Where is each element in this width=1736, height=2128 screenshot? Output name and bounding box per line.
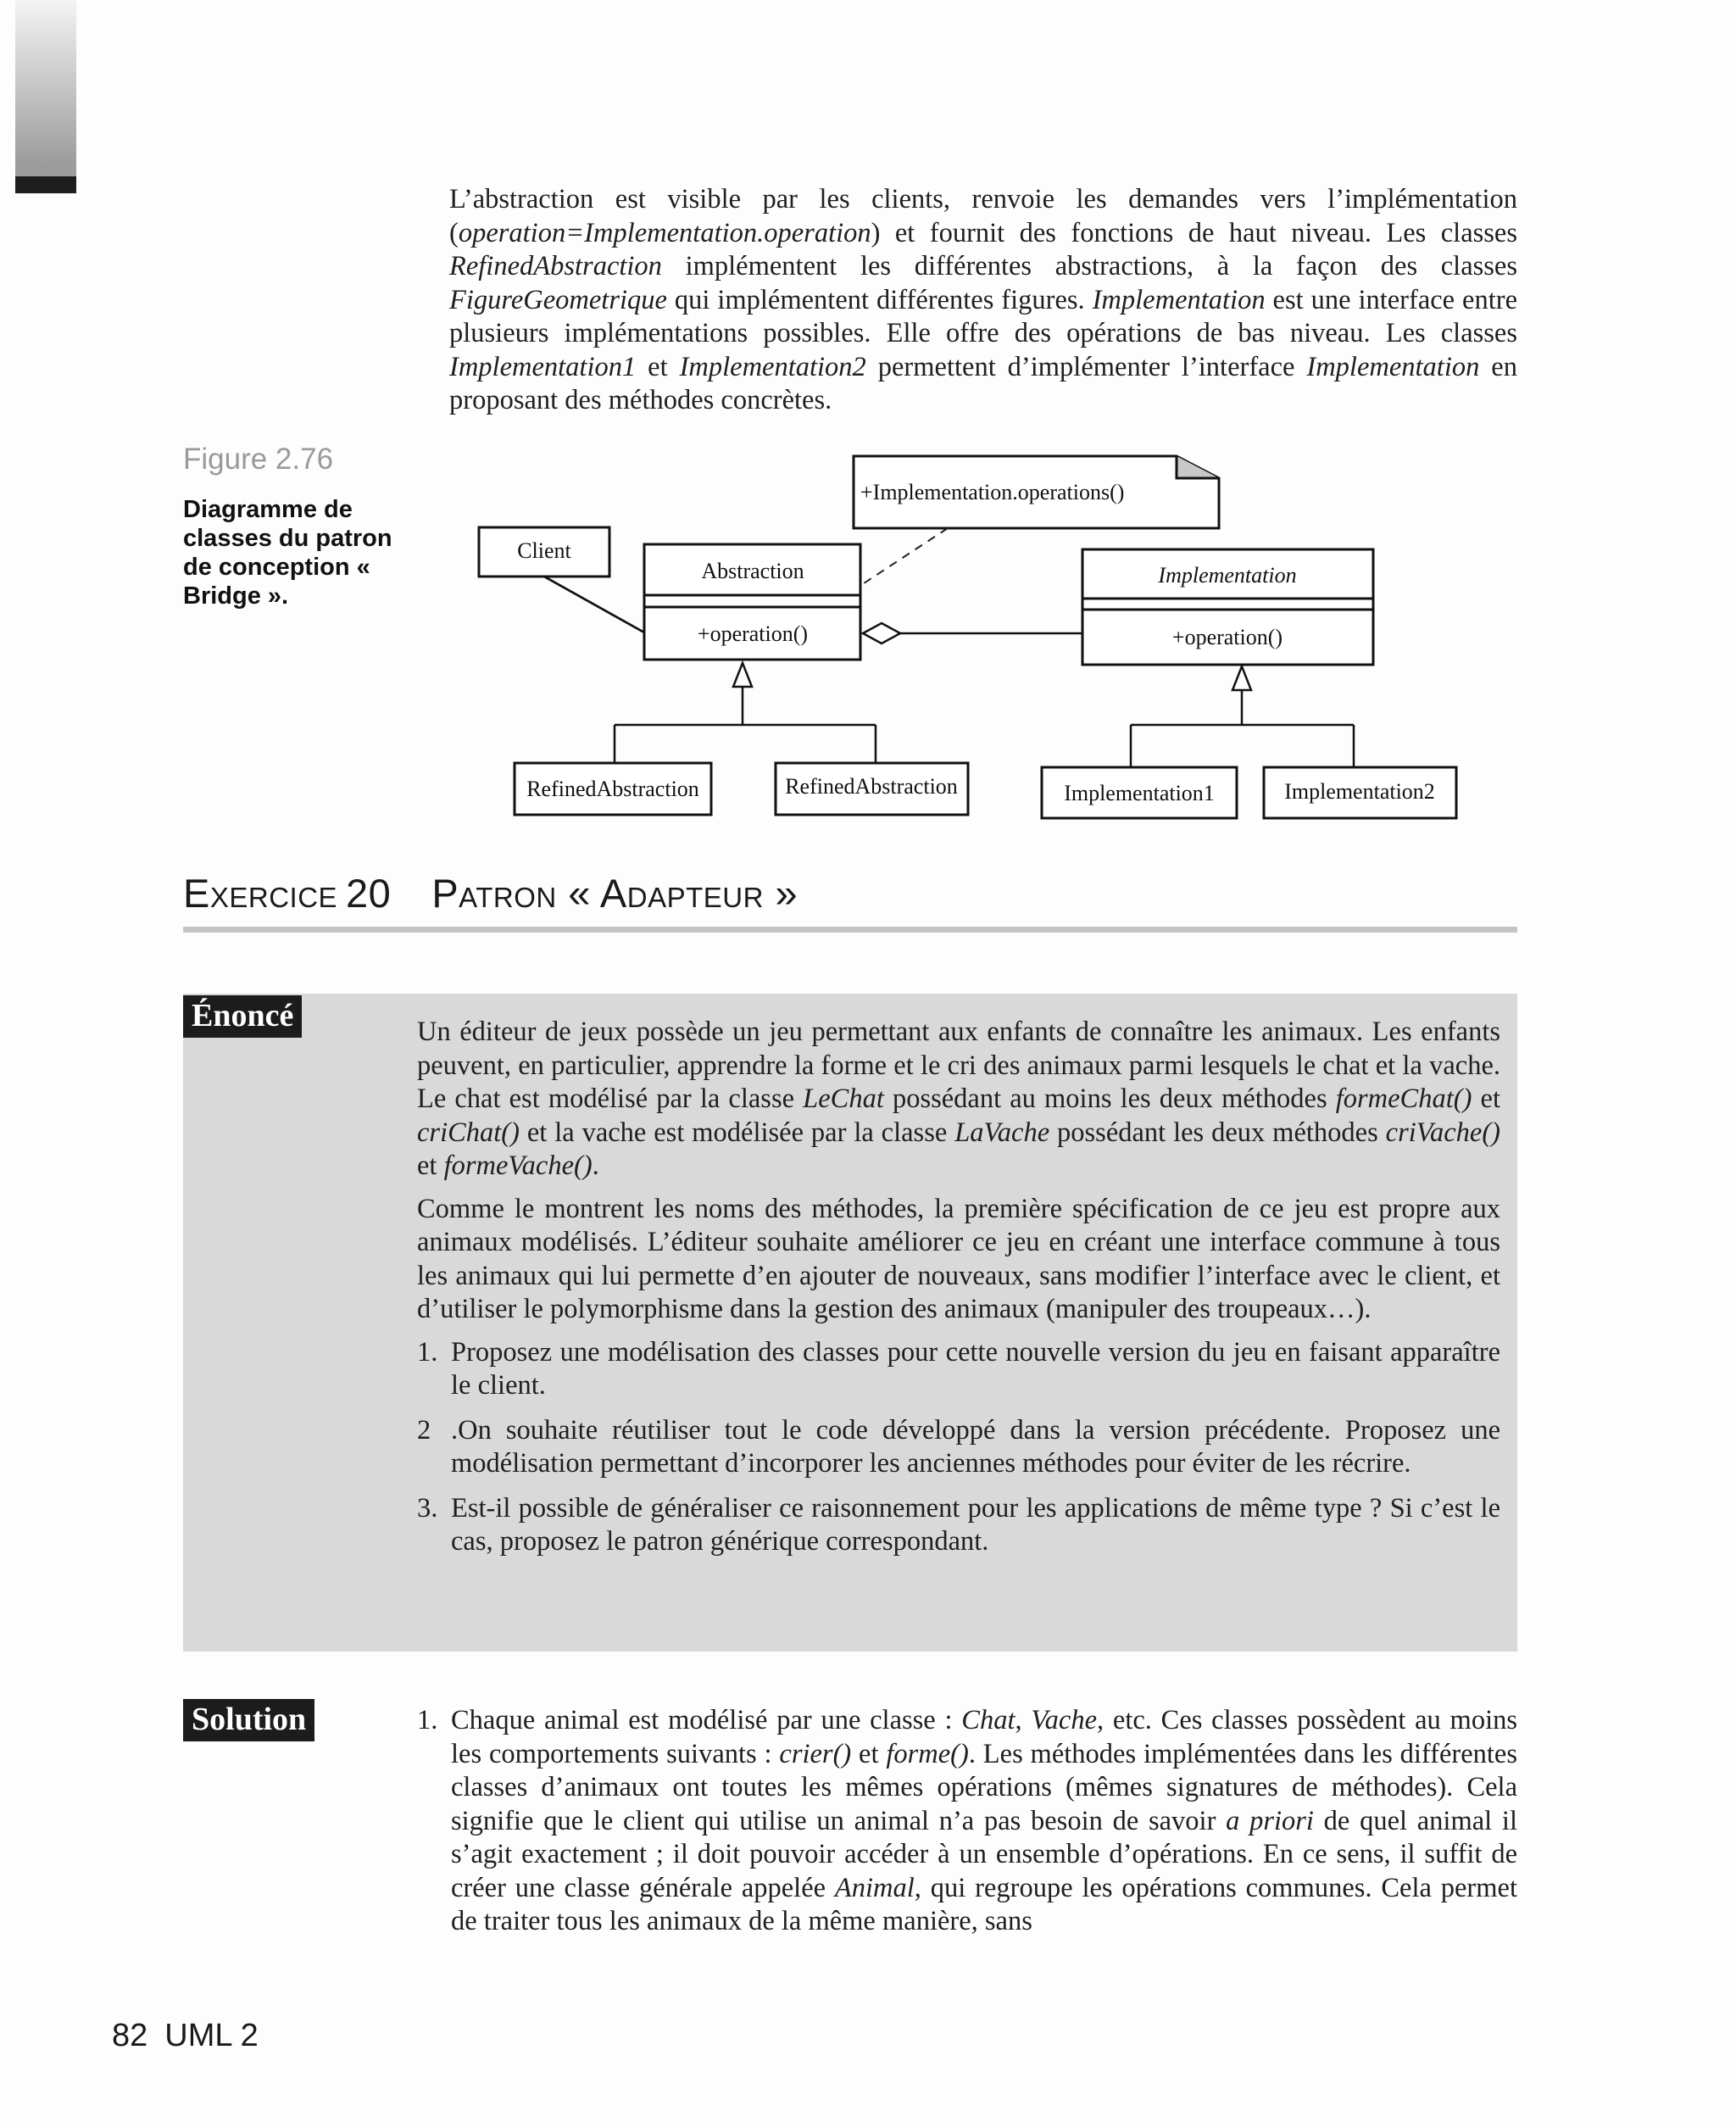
solution-text xyxy=(451,1705,1517,1936)
question-text: Proposez une modélisation des classes pour cette nouvelle version du jeu en faisant apparaître le client. xyxy=(451,1336,1500,1401)
page-tab-bar xyxy=(15,176,76,193)
italic-run: LaVache xyxy=(954,1117,1050,1148)
text-run: Comme le montrent les noms des méthodes, la première spécification de ce jeu est propre aux animaux modélisés. L’éditeur souhaite améliorer ce jeu en créant une interface commune à tous les animaux qui lui permette d’en ajouter de nouveaux, sans modifier l’interface avec le client, et d’utiliser le polymorphisme dans la gestion des animaux (manipuler des troupeaux…). xyxy=(417,1193,1500,1324)
question-number: 2 xyxy=(417,1414,431,1446)
text-run: L’abstraction est visible par les clients, renvoie les demandes vers l’implémentation ( xyxy=(449,184,1517,248)
abstraction-name: Abstraction xyxy=(701,559,804,583)
enonce-label: Énoncé xyxy=(183,995,302,1038)
client-association-2 xyxy=(544,577,644,632)
exercise-title xyxy=(183,870,1517,916)
exercise-header xyxy=(183,870,1517,933)
question-number: 3. xyxy=(417,1492,438,1524)
text-run: , qui regroupe les opérations communes. Cela permet de traiter tous les animaux de la même manière, sans xyxy=(451,1872,1517,1936)
question-list xyxy=(417,1336,1500,1559)
text-run: , xyxy=(1015,1705,1032,1735)
question-item xyxy=(417,1336,1500,1403)
text-run: possédant au moins les deux méthodes xyxy=(883,1083,1336,1114)
intro-paragraph xyxy=(449,183,1517,418)
enonce-body xyxy=(417,1016,1500,1570)
text-run: qui implémentent différentes figures. xyxy=(666,284,1093,315)
abstraction-generalization-arrow xyxy=(733,663,752,687)
italic-run: LeChat xyxy=(803,1083,884,1114)
text-run: en proposant des méthodes concrètes. xyxy=(449,351,1517,415)
implementation-operation: +operation() xyxy=(1171,625,1283,649)
text-run: . Les méthodes implémentées dans les différentes classes d’animaux ont toutes les mêmes opérations (mêmes signatures de méthodes). Cela signifie que le client qui utilise un animal n’a pas besoin de savoir xyxy=(451,1738,1518,1836)
italic-run: Implementation xyxy=(1306,351,1480,382)
italic-run: Chat xyxy=(961,1705,1015,1735)
figure-caption xyxy=(183,443,403,610)
bridge-class-diagram xyxy=(458,441,1475,831)
exercise-name: Patron « Adapteur » xyxy=(431,871,798,916)
page-footer xyxy=(112,2018,259,2054)
italic-run: Implementation2 xyxy=(679,351,866,382)
italic-run: FigureGeometrique xyxy=(449,284,667,315)
italic-run: Animal xyxy=(834,1872,915,1903)
exercise-rule xyxy=(183,927,1517,933)
question-item xyxy=(417,1492,1500,1559)
abstraction-operation: +operation() xyxy=(697,621,809,646)
text-run: permettent d’implémenter l’interface xyxy=(865,351,1307,382)
solution-label: Solution xyxy=(183,1699,314,1741)
figure-title: Diagramme de classes du patron de conception « Bridge ». xyxy=(183,496,392,610)
question-item xyxy=(417,1414,1500,1481)
solution-body xyxy=(417,1704,1517,1939)
exercise-label: Exercice xyxy=(183,871,338,916)
italic-run: Implementation xyxy=(1092,284,1266,315)
page-number: 82 xyxy=(112,2018,148,2053)
solution-number: 1. xyxy=(417,1705,438,1735)
italic-run: criChat() xyxy=(417,1117,520,1148)
intro-text xyxy=(449,183,1517,418)
page-tab-marker xyxy=(15,0,76,193)
italic-run: crier() xyxy=(779,1738,852,1769)
note-anchor-line xyxy=(861,528,948,585)
client-label: Client xyxy=(517,538,571,563)
implementation-name: Implementation xyxy=(1158,563,1297,588)
text-run: et xyxy=(417,1150,444,1181)
text-run: Chaque animal est modélisé par une classe : xyxy=(451,1705,962,1735)
text-run: et xyxy=(851,1738,887,1769)
italic-run: criVache() xyxy=(1385,1117,1500,1148)
italic-run: Implementation1 xyxy=(449,351,637,382)
italic-run: a priori xyxy=(1226,1805,1314,1836)
italic-run: formeChat() xyxy=(1335,1083,1472,1114)
enonce-paragraph-2 xyxy=(417,1193,1500,1327)
figure-number: Figure 2.76 xyxy=(183,443,334,476)
text-run: et la vache est modélisée par la classe xyxy=(519,1117,955,1148)
question-text: .On souhaite réutiliser tout le code développé dans la version précédente. Proposez une modélisation permettant d’incorporer les anciennes méthodes pour éviter de les récrire. xyxy=(451,1414,1500,1479)
italic-run: RefinedAbstraction xyxy=(449,251,662,281)
refined-abstraction-1-label: RefinedAbstraction xyxy=(526,777,699,801)
implementation2-label: Implementation2 xyxy=(1284,779,1435,804)
text-run: et xyxy=(1472,1083,1500,1114)
text-run: et xyxy=(636,351,680,382)
refined-abstraction-2-label: RefinedAbstraction xyxy=(785,774,958,799)
exercise-number: 20 xyxy=(346,871,392,916)
text-run: implémentent les différentes abstractions, à la façon des classes xyxy=(661,251,1517,281)
italic-run: forme() xyxy=(886,1738,969,1769)
aggregation-diamond xyxy=(863,623,900,643)
solution-item xyxy=(417,1704,1517,1939)
question-number: 1. xyxy=(417,1336,438,1368)
text-run: de quel animal il s’agit exactement ; il doit pouvoir accéder à un ensemble d’opérations. En ce sens, il suffit de créer une classe générale appelée xyxy=(451,1805,1517,1903)
implementation-generalization-arrow xyxy=(1232,666,1251,690)
italic-run: Vache xyxy=(1031,1705,1098,1735)
text-run: , etc. Ces classes possèdent au moins les comportements suivants : xyxy=(451,1705,1518,1769)
book-title: UML 2 xyxy=(164,2018,259,2053)
text-run: Un éditeur de jeux possède un jeu permettant aux enfants de connaître les animaux. Les enfants peuvent, en particulier, apprendre la forme et le cri des animaux parmi lesquels le chat et la vache. Le chat est modélisé par la classe xyxy=(417,1017,1500,1114)
question-text: Est-il possible de généraliser ce raisonnement pour les applications de même type ? Si c’est le cas, proposez le patron générique correspondant. xyxy=(451,1492,1500,1557)
text-run: possédant les deux méthodes xyxy=(1049,1117,1386,1148)
text-run: . xyxy=(592,1150,599,1181)
enonce-paragraph-1 xyxy=(417,1016,1500,1184)
italic-run: formeVache() xyxy=(443,1150,593,1181)
italic-run: operation=Implementation.operation xyxy=(458,217,871,248)
text-run: ) et fournit des fonctions de haut niveau. Les classes xyxy=(871,217,1517,248)
text-run: est une interface entre plusieurs implémentations possibles. Elle offre des opérations de bas niveau. Les classes xyxy=(449,284,1517,348)
implementation1-label: Implementation1 xyxy=(1064,781,1215,805)
note-text: +Implementation.operations() xyxy=(860,480,1125,504)
